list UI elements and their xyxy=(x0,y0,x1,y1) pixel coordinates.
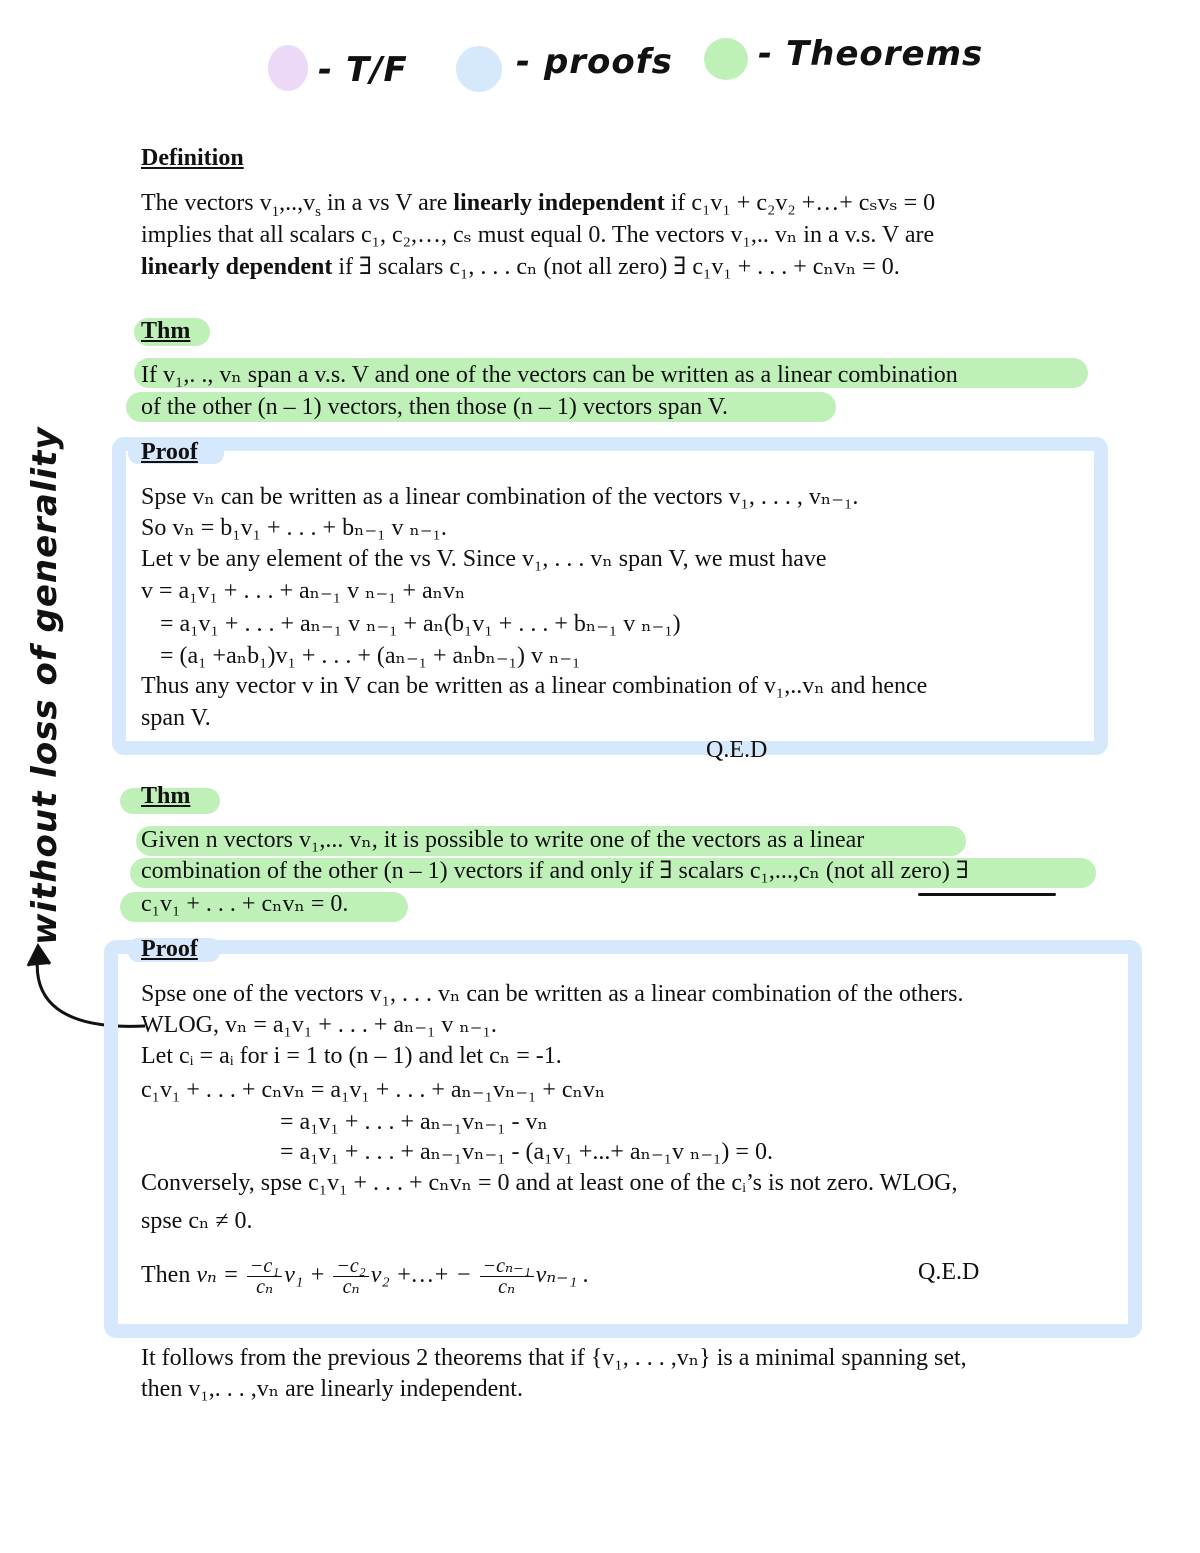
proof1-line: So vₙ = b₁v₁ + . . . + bₙ₋₁ v ₙ₋₁. xyxy=(141,515,447,541)
proof2-line: = a₁v₁ + . . . + aₙ₋₁vₙ₋₁ - vₙ xyxy=(280,1109,548,1135)
fraction-1: $\frac{\text{−c₁}}{\text{cₙ}}$ xyxy=(247,1256,282,1297)
thm2-line-1: Given n vectors v₁,... vₙ, it is possible to write one of the vectors as a linear xyxy=(141,827,865,853)
proof2-line: c₁v₁ + . . . + cₙvₙ = a₁v₁ + . . . + aₙ₋₁vₙ₋₁ + cₙvₙ xyxy=(141,1077,606,1103)
proof2-then-equation: Then vₙ = $\frac{\text{−c₁}}{\text{cₙ}}$ v₁ + $\frac{\text{−c₂}}{\text{cₙ}}$ v₂ +…+ − $\frac{\text{−cₙ₋₁}}{\text{cₙ}}$ vₙ₋₁ . xyxy=(141,1254,590,1298)
proof2-line: = a₁v₁ + . . . + aₙ₋₁vₙ₋₁ - (a₁v₁ +...+ aₙ₋₁v ₙ₋₁) = 0. xyxy=(280,1139,773,1165)
theorems-color-dot xyxy=(704,38,748,80)
proofs-color-dot xyxy=(456,46,502,92)
proof1-line: span V. xyxy=(141,705,211,731)
thm2-handwritten-underline xyxy=(918,893,1056,896)
margin-note: without loss of generality xyxy=(25,426,65,945)
thm2-line-3: c₁v₁ + . . . + cₙvₙ = 0. xyxy=(141,891,349,917)
thm1-line-1: If v₁,. ., vₙ span a v.s. V and one of the vectors can be written as a linear combination xyxy=(141,362,958,388)
proof2-line: Spse one of the vectors v₁, . . . vₙ can be written as a linear combination of the others. xyxy=(141,981,964,1007)
thm1-title: Thm xyxy=(141,318,191,344)
proof1-qed: Q.E.D xyxy=(706,737,768,763)
proof1-line: Thus any vector v in V can be written as a linear combination of v₁,..vₙ and hence xyxy=(141,673,928,699)
fraction-2: $\frac{\text{−c₂}}{\text{cₙ}}$ xyxy=(333,1256,368,1297)
equation-lhs: vₙ = xyxy=(196,1262,239,1288)
proof2-line: WLOG, vₙ = a₁v₁ + . . . + aₙ₋₁ v ₙ₋₁. xyxy=(141,1012,497,1038)
proof1-line: = a₁v₁ + . . . + aₙ₋₁ v ₙ₋₁ + aₙ(b₁v₁ + . . . + bₙ₋₁ v ₙ₋₁) xyxy=(160,611,681,637)
definition-line-1: The vectors $v_1,..,v_s$ in a vs V are linearly independent if c₁v₁ + c₂v₂ +…+ cₛvₛ = 0 xyxy=(141,190,936,220)
fraction-3: $\frac{\text{−cₙ₋₁}}{\text{cₙ}}$ xyxy=(480,1256,534,1297)
proof2-line: Let cᵢ = aᵢ for i = 1 to (n – 1) and let cₙ = -1. xyxy=(141,1043,562,1069)
proof1-line: Let v be any element of the vs V. Since v₁, . . . vₙ span V, we must have xyxy=(141,546,827,572)
conclusion-line-2: then v₁,. . . ,vₙ are linearly independent. xyxy=(141,1376,523,1402)
proof1-title: Proof xyxy=(141,439,198,465)
tf-color-dot xyxy=(268,45,308,91)
thm2-title: Thm xyxy=(141,783,191,809)
tf-legend-label: - T/F xyxy=(318,50,408,90)
proof1-line: Spse vₙ can be written as a linear combination of the vectors v₁, . . . , vₙ₋₁. xyxy=(141,484,859,510)
thm2-line-2: combination of the other (n – 1) vectors if and only if ∃ scalars c₁,...,cₙ (not all zero) ∃ xyxy=(141,858,969,884)
proof1-line: v = a₁v₁ + . . . + aₙ₋₁ v ₙ₋₁ + aₙvₙ xyxy=(141,578,466,604)
thm1-line-2: of the other (n – 1) vectors, then those (n – 1) vectors span V. xyxy=(141,394,728,420)
proof2-title: Proof xyxy=(141,936,198,962)
definition-line-2: implies that all scalars c₁, c₂,…, cₛ must equal 0. The vectors v₁,.. vₙ in a v.s. V are xyxy=(141,222,935,248)
definition-title: Definition xyxy=(141,145,244,171)
proofs-legend-label: - proofs xyxy=(516,42,673,82)
definition-line-3: linearly dependent if ∃ scalars c₁, . . . cₙ (not all zero) ∃ c₁v₁ + . . . + cₙvₙ = 0. xyxy=(141,254,900,280)
conclusion-line-1: It follows from the previous 2 theorems that if {v₁, . . . ,vₙ} is a minimal spanning set, xyxy=(141,1345,967,1371)
proof2-line: spse cₙ ≠ 0. xyxy=(141,1208,253,1234)
proof2-qed: Q.E.D xyxy=(918,1259,980,1285)
proof1-line: = (a₁ +aₙb₁)v₁ + . . . + (aₙ₋₁ + aₙbₙ₋₁) v ₙ₋₁ xyxy=(160,643,581,669)
proof2-line: Conversely, spse c₁v₁ + . . . + cₙvₙ = 0 and at least one of the cᵢ’s is not zero. WLOG, xyxy=(141,1170,958,1196)
theorems-legend-label: - Theorems xyxy=(758,34,984,74)
